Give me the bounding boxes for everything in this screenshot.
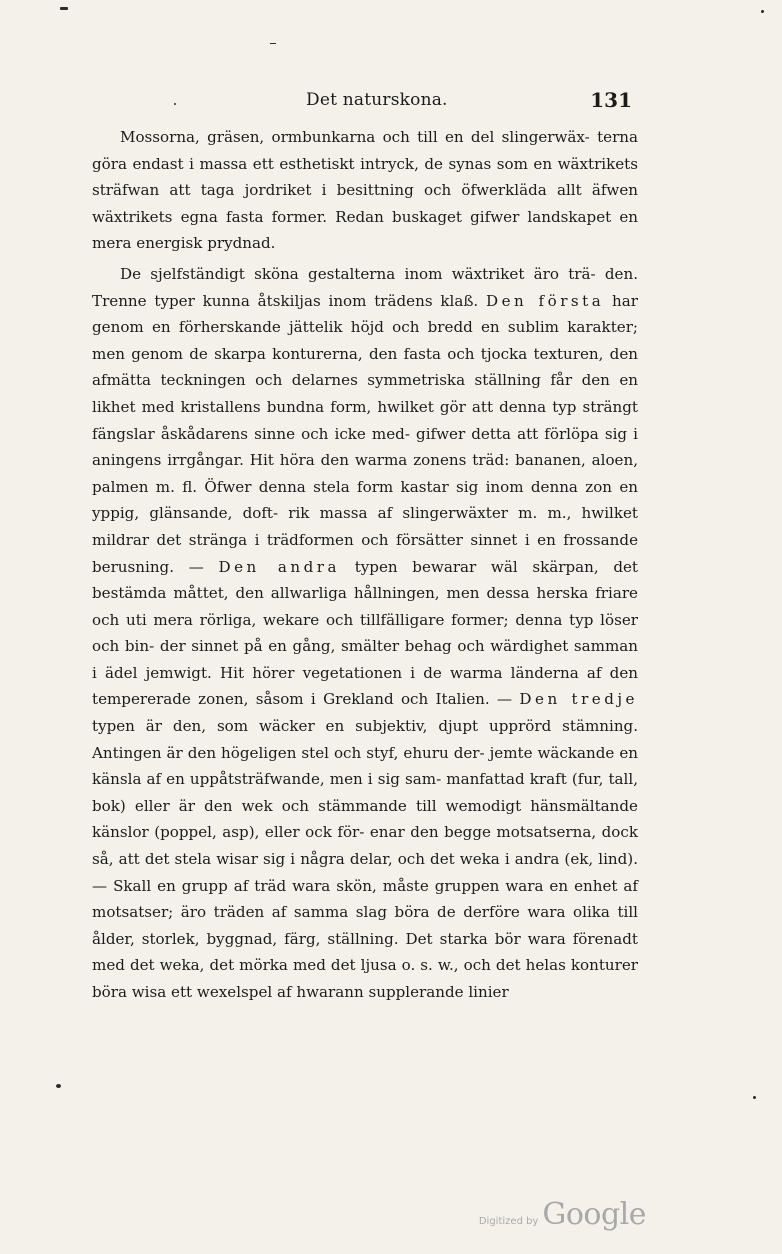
- scan-mark: [60, 7, 68, 10]
- watermark-label: Digitized by: [478, 1216, 539, 1227]
- scan-mark: [753, 1096, 756, 1099]
- paragraph-text: De sjelfständigt sköna gestalterna inom wäxtriket äro trä- den. Trenne typer kunna åtskiljas inom trädens klaß.: [92, 264, 638, 310]
- emphasized-word: Den tredje: [519, 690, 638, 709]
- scan-mark: [56, 1084, 61, 1088]
- page-header: [94, 88, 642, 118]
- emphasized-word: Den första: [486, 291, 605, 310]
- scan-mark: [761, 10, 764, 13]
- paragraph: [92, 261, 638, 1006]
- paragraph-text: har genom en förherskande jättelik höjd och bredd en sublim karakter; men genom de skarpa konturerna, den fasta och tjocka texturen, den afmätta teckningen och delarnes symmetriska ställning får den en likhet med kristallens bundna form, hwilket gör att denna typ strängt fängslar åskådarens sinne och icke med- gifwer detta att förlöpa sig i aningens irrgångar. Hit höra den warma zonens träd: bananen, aloen, palmen m. fl. Öfwer denna stela form kastar sig inom denna zon en yppig, glänsande, doft- rik massa af slingerwäxter m. m., hwilket mildrar det stränga i trädformen och försätter sinnet i en frossande berusning. —: [92, 291, 638, 576]
- scan-mark: [270, 43, 276, 44]
- page-number: 131: [590, 88, 632, 112]
- paragraph-text: Mossorna, gräsen, ormbunkarna och till en del slingerwäx- terna göra endast i massa ett esthetiskt intryck, de synas som en wäxtrikets sträfwan att taga jordriket i besittning och öfwerkläda allt äfwen wäxtrikets egna fasta former. Redan buskaget gifwer landskapet en mera energisk prydnad.: [92, 128, 638, 253]
- paragraph-text: typen bewarar wäl skärpan, det bestämda måttet, den allwarliga hållningen, men dessa herska friare och uti mera rörliga, wekare och tillfälligare former; denna typ löser och bin- der sinnet på en gång, smälter behag och wärdighet samman i ädel jemwigt. Hit hörer vegetationen i de warma länderna af den tempererade zonen, såsom i Grekland och Italien. —: [92, 557, 638, 709]
- body-text: [92, 124, 638, 1006]
- google-logo: Google: [542, 1197, 646, 1232]
- paragraph-text: typen är den, som wäcker en subjektiv, djupt upprörd stämning. Antingen är den högeligen stel och styf, ehuru der- jemte wäckande en känsla af en uppåtsträfwande, men i sig sam- manfattad kraft (fur, tall, bok) eller är den wek och stämmande till wemodigt hänsmältande känslor (poppel, asp), eller ock för- enar den begge motsatserna, dock så, att det stela wisar sig i några delar, och det weka i andra (ek, lind). — Skall en grupp af träd wara skön, måste gruppen wara en enhet af motsatser; äro träden af samma slag böra de derföre wara olika till ålder, storlek, byggnad, färg, ställning. Det starka bör wara förenadt med det weka, det mörka med det ljusa o. s. w., och det helas konturer böra wisa ett wexelspel af hwarann supplerande linier: [92, 717, 638, 1001]
- digitized-watermark: [479, 1197, 646, 1232]
- paragraph: [92, 124, 638, 257]
- emphasized-word: Den andra: [218, 557, 341, 576]
- running-title: Det naturskona.: [306, 90, 448, 110]
